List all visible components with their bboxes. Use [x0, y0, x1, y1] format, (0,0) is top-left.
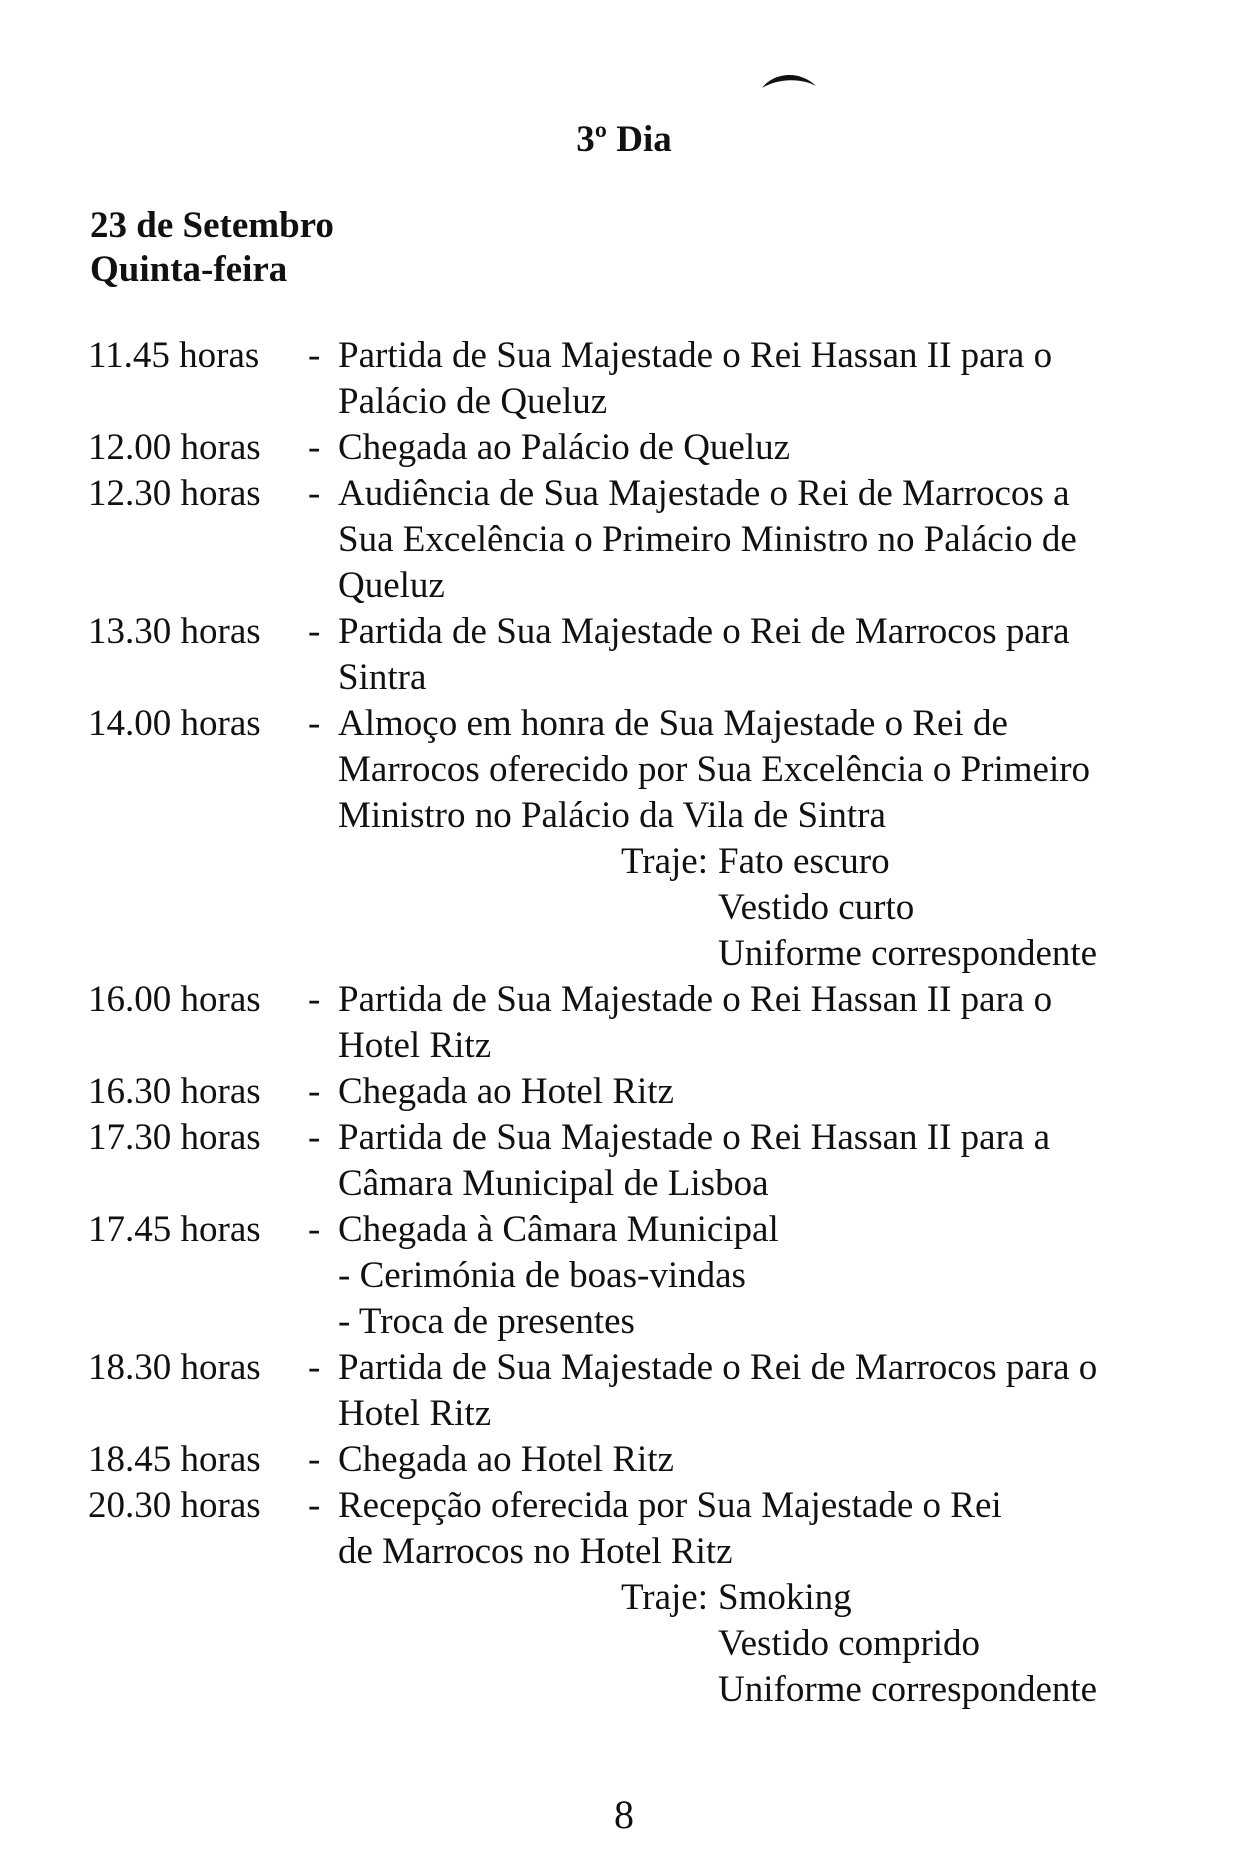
description-line: Chegada ao Hotel Ritz: [338, 1071, 674, 1112]
entry-description: [338, 1115, 1178, 1207]
entry-dash: -: [308, 1117, 321, 1158]
entry-dash: -: [308, 335, 321, 376]
sub-item: [88, 1299, 1178, 1345]
schedule-entry: [88, 333, 1178, 425]
dress-code-item: Vestido curto: [718, 887, 915, 928]
entry-time: 12.30 horas: [88, 473, 261, 514]
entry-dash: -: [308, 1439, 321, 1480]
page-number: 8: [614, 1792, 634, 1837]
description-line: Câmara Municipal de Lisboa: [338, 1163, 769, 1204]
entry-time: 13.30 horas: [88, 611, 261, 652]
description-line: Partida de Sua Majestade o Rei Hassan II para a: [338, 1117, 1050, 1158]
dress-code-items: [718, 1575, 1178, 1713]
schedule-entry: [88, 609, 1178, 701]
schedule-entry: [88, 977, 1178, 1069]
description-line: Marrocos oferecido por Sua Excelência o Primeiro: [338, 749, 1091, 790]
date-line: 23 de Setembro: [90, 205, 334, 246]
schedule-entry: [88, 701, 1178, 839]
description-line: de Marrocos no Hotel Ritz: [338, 1531, 733, 1572]
dress-code-item: Vestido comprido: [718, 1623, 981, 1664]
description-line: Sintra: [338, 657, 427, 698]
entry-description: [338, 977, 1178, 1069]
dress-code-block: [88, 839, 1178, 977]
day-title: 3º Dia: [576, 119, 672, 160]
entry-description: [338, 333, 1178, 425]
entry-description: [338, 425, 1178, 471]
entry-dash: -: [308, 611, 321, 652]
entry-dash: -: [308, 1209, 321, 1250]
entry-description: [338, 1069, 1178, 1115]
entry-description: [338, 1207, 1178, 1253]
dress-code-item: Uniforme correspondente: [718, 1669, 1098, 1710]
entry-time: 11.45 horas: [88, 335, 260, 376]
weekday-line: Quinta-feira: [90, 249, 288, 290]
dress-code-block: [88, 1575, 1178, 1713]
description-line: Almoço em honra de Sua Majestade o Rei de: [338, 703, 1008, 744]
entry-time: 20.30 horas: [88, 1485, 261, 1526]
entry-description: [338, 1437, 1178, 1483]
schedule-entry: [88, 1069, 1178, 1115]
description-line: Partida de Sua Majestade o Rei Hassan II para o: [338, 335, 1053, 376]
dress-code-items: [718, 839, 1178, 977]
entry-time: 17.30 horas: [88, 1117, 261, 1158]
entry-time: 16.30 horas: [88, 1071, 261, 1112]
entry-time: 14.00 horas: [88, 703, 261, 744]
description-line: Hotel Ritz: [338, 1025, 492, 1066]
description-line: Partida de Sua Majestade o Rei Hassan II para o: [338, 979, 1053, 1020]
description-line: Partida de Sua Majestade o Rei de Marrocos para o: [338, 1347, 1098, 1388]
entry-description: [338, 609, 1178, 701]
schedule-entry: [88, 1483, 1178, 1575]
entry-dash: -: [308, 703, 321, 744]
schedule-entry: [88, 1345, 1178, 1437]
entry-description: [338, 701, 1178, 839]
entry-dash: -: [308, 1347, 321, 1388]
description-line: Sua Excelência o Primeiro Ministro no Palácio de: [338, 519, 1077, 560]
schedule-list: [88, 333, 1178, 1713]
entry-dash: -: [308, 979, 321, 1020]
entry-description: [338, 471, 1178, 609]
dress-code-item: Smoking: [718, 1577, 852, 1618]
decorative-mark: [760, 68, 818, 90]
entry-time: 17.45 horas: [88, 1209, 261, 1250]
entry-description: [338, 1483, 1178, 1575]
dress-code-label: Traje:: [620, 841, 708, 882]
entry-time: 18.45 horas: [88, 1439, 261, 1480]
description-line: Chegada ao Palácio de Queluz: [338, 427, 791, 468]
sub-item-text: - Troca de presentes: [338, 1301, 635, 1342]
entry-dash: -: [308, 427, 321, 468]
sub-item: [88, 1253, 1178, 1299]
schedule-entry: [88, 1437, 1178, 1483]
sub-item-text: - Cerimónia de boas-vindas: [338, 1255, 746, 1296]
entry-dash: -: [308, 1071, 321, 1112]
description-line: Partida de Sua Majestade o Rei de Marrocos para: [338, 611, 1070, 652]
schedule-entry: [88, 1207, 1178, 1253]
description-line: Hotel Ritz: [338, 1393, 492, 1434]
dress-code-item: Fato escuro: [718, 841, 890, 882]
description-line: Recepção oferecida por Sua Majestade o Rei: [338, 1485, 1002, 1526]
entry-time: 12.00 horas: [88, 427, 261, 468]
dress-code-label: Traje:: [620, 1577, 708, 1618]
entry-time: 18.30 horas: [88, 1347, 261, 1388]
entry-description: [338, 1345, 1178, 1437]
description-line: Queluz: [338, 565, 445, 606]
schedule-entry: [88, 1115, 1178, 1207]
description-line: Palácio de Queluz: [338, 381, 608, 422]
entry-dash: -: [308, 473, 321, 514]
schedule-entry: [88, 425, 1178, 471]
dress-code-item: Uniforme correspondente: [718, 933, 1098, 974]
description-line: Chegada à Câmara Municipal: [338, 1209, 779, 1250]
entry-time: 16.00 horas: [88, 979, 261, 1020]
description-line: Audiência de Sua Majestade o Rei de Marrocos a: [338, 473, 1070, 514]
entry-dash: -: [308, 1485, 321, 1526]
date-block: [90, 204, 334, 292]
description-line: Chegada ao Hotel Ritz: [338, 1439, 674, 1480]
schedule-entry: [88, 471, 1178, 609]
description-line: Ministro no Palácio da Vila de Sintra: [338, 795, 886, 836]
